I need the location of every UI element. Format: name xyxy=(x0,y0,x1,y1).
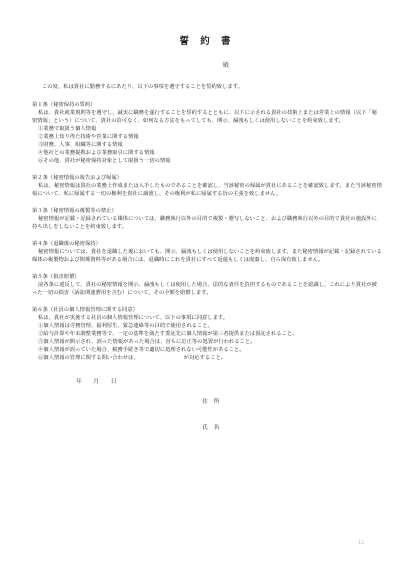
article-list-item: ②業務上知り得た技術や営業に関する情報 xyxy=(38,134,139,140)
article-list-item: ⑥その他、貴社が秘密保持対象として取扱う一切の情報 xyxy=(38,158,171,164)
signature-block xyxy=(32,378,382,450)
article-heading: 第１条（秘密保持の誓約） xyxy=(32,102,96,108)
document-title: 誓 約 書 xyxy=(179,36,235,47)
article-2 xyxy=(32,174,382,198)
addressee-line: 殿 xyxy=(222,62,229,69)
article-heading: 第５条（損害賠償） xyxy=(32,274,80,280)
articles-container xyxy=(32,101,382,362)
article-paragraph: 私は、貴社が実施する社員の個人情報管理について、以下の事項に同意します。 xyxy=(38,315,229,321)
intro-paragraph: この度、私は貴社に勤務するにあたり、以下の事項を遵守することを誓約致します。 xyxy=(42,84,243,90)
page-number: 12 xyxy=(358,541,364,546)
article-list-item: ①個人情報は労務管理、福利厚生、緊急連絡等の目的で使用されること。 xyxy=(38,323,213,329)
article-1 xyxy=(32,101,382,165)
article-paragraph: 秘密情報が記載・記録されている媒体については、職務執行以外の目的で複製・謄写しないこと、および職務執行以外の目的で貴社の施設外に持ち出しをしないことを約束致します。 xyxy=(32,216,377,230)
article-paragraph: 私は、秘密情報は貴社の業務上作成または入手したものであることを確認し、当該秘密の帰属が貴社にあることを確認致します。また当該秘密情報について、私に帰属する一切の権利を貴社に譲渡し、その権利が私に帰属する旨の主張を致しません。 xyxy=(32,183,382,197)
article-4 xyxy=(32,240,382,264)
article-list-item: ②給与計算や年末調整業務等で、一定の基準を満たす委託先に個人情報が第三者提供または預託されること。 xyxy=(38,331,298,337)
article-heading: 第６条（社員の個人情報管理に関する同意） xyxy=(32,307,138,313)
article-heading: 第３条（秘密情報の複製等の禁止） xyxy=(32,208,117,214)
article-heading: 第２条（秘密情報の報告および帰属） xyxy=(32,175,123,181)
article-6 xyxy=(32,306,382,362)
article-list-item: ④個人情報が誤っていた場合、税務手続き等で適切に処理されない可能性があること。 xyxy=(38,347,245,353)
article-paragraph: 私は、貴社就業規則等を遵守し、誠実に職務を遂行することを誓約するとともに、以下に示される貴社の技術上または営業上の情報（以下「秘密情報」という）について、貴社の許可なく、如何なる方法をもってしても、開示、漏洩もしくは使用しないことを約束致します。 xyxy=(32,110,378,124)
article-paragraph: 前各条に違反して、貴社の秘密情報を開示、漏洩もしくは使用した場合、法的な責任を負担するものであることを認識し、これにより貴社が被った一切の損害（訴訟関連費用を含む）について、その全額を賠償します。 xyxy=(32,282,377,296)
article-3 xyxy=(32,207,382,231)
article-list-item: ④他社との業務提携および業務取引に関する情報 xyxy=(38,150,155,156)
article-paragraph: 秘密情報については、貴社を退職した後においても、開示、漏洩もしくは使用しないことを約束致します。また秘密情報が記載・記録されている媒体の複製物および関係資料等がある場合には、退職時にこれを貴社にすべて返還もしくは廃棄し、自ら保有致しません。 xyxy=(32,249,382,263)
article-list-item: ⑤個人情報が開示され、誤った情報があった場合は、直ちに訂正等の処置が行われること。 xyxy=(38,339,256,345)
address-label: 住 所 xyxy=(202,399,220,405)
date-line: 年 月 日 xyxy=(76,379,117,385)
article-list-item: ⑥個人情報の管理に関する問い合わせは、 が対応すること。 xyxy=(38,355,227,361)
article-list-item: ①業務で取扱う個人情報 xyxy=(38,126,97,132)
article-5 xyxy=(32,273,382,297)
article-heading: 第４条（退職後の秘密保持） xyxy=(32,241,101,247)
article-list-item: ③財務、人事、組織等に関する情報 xyxy=(38,142,123,148)
name-label: 氏 名 xyxy=(202,425,220,431)
